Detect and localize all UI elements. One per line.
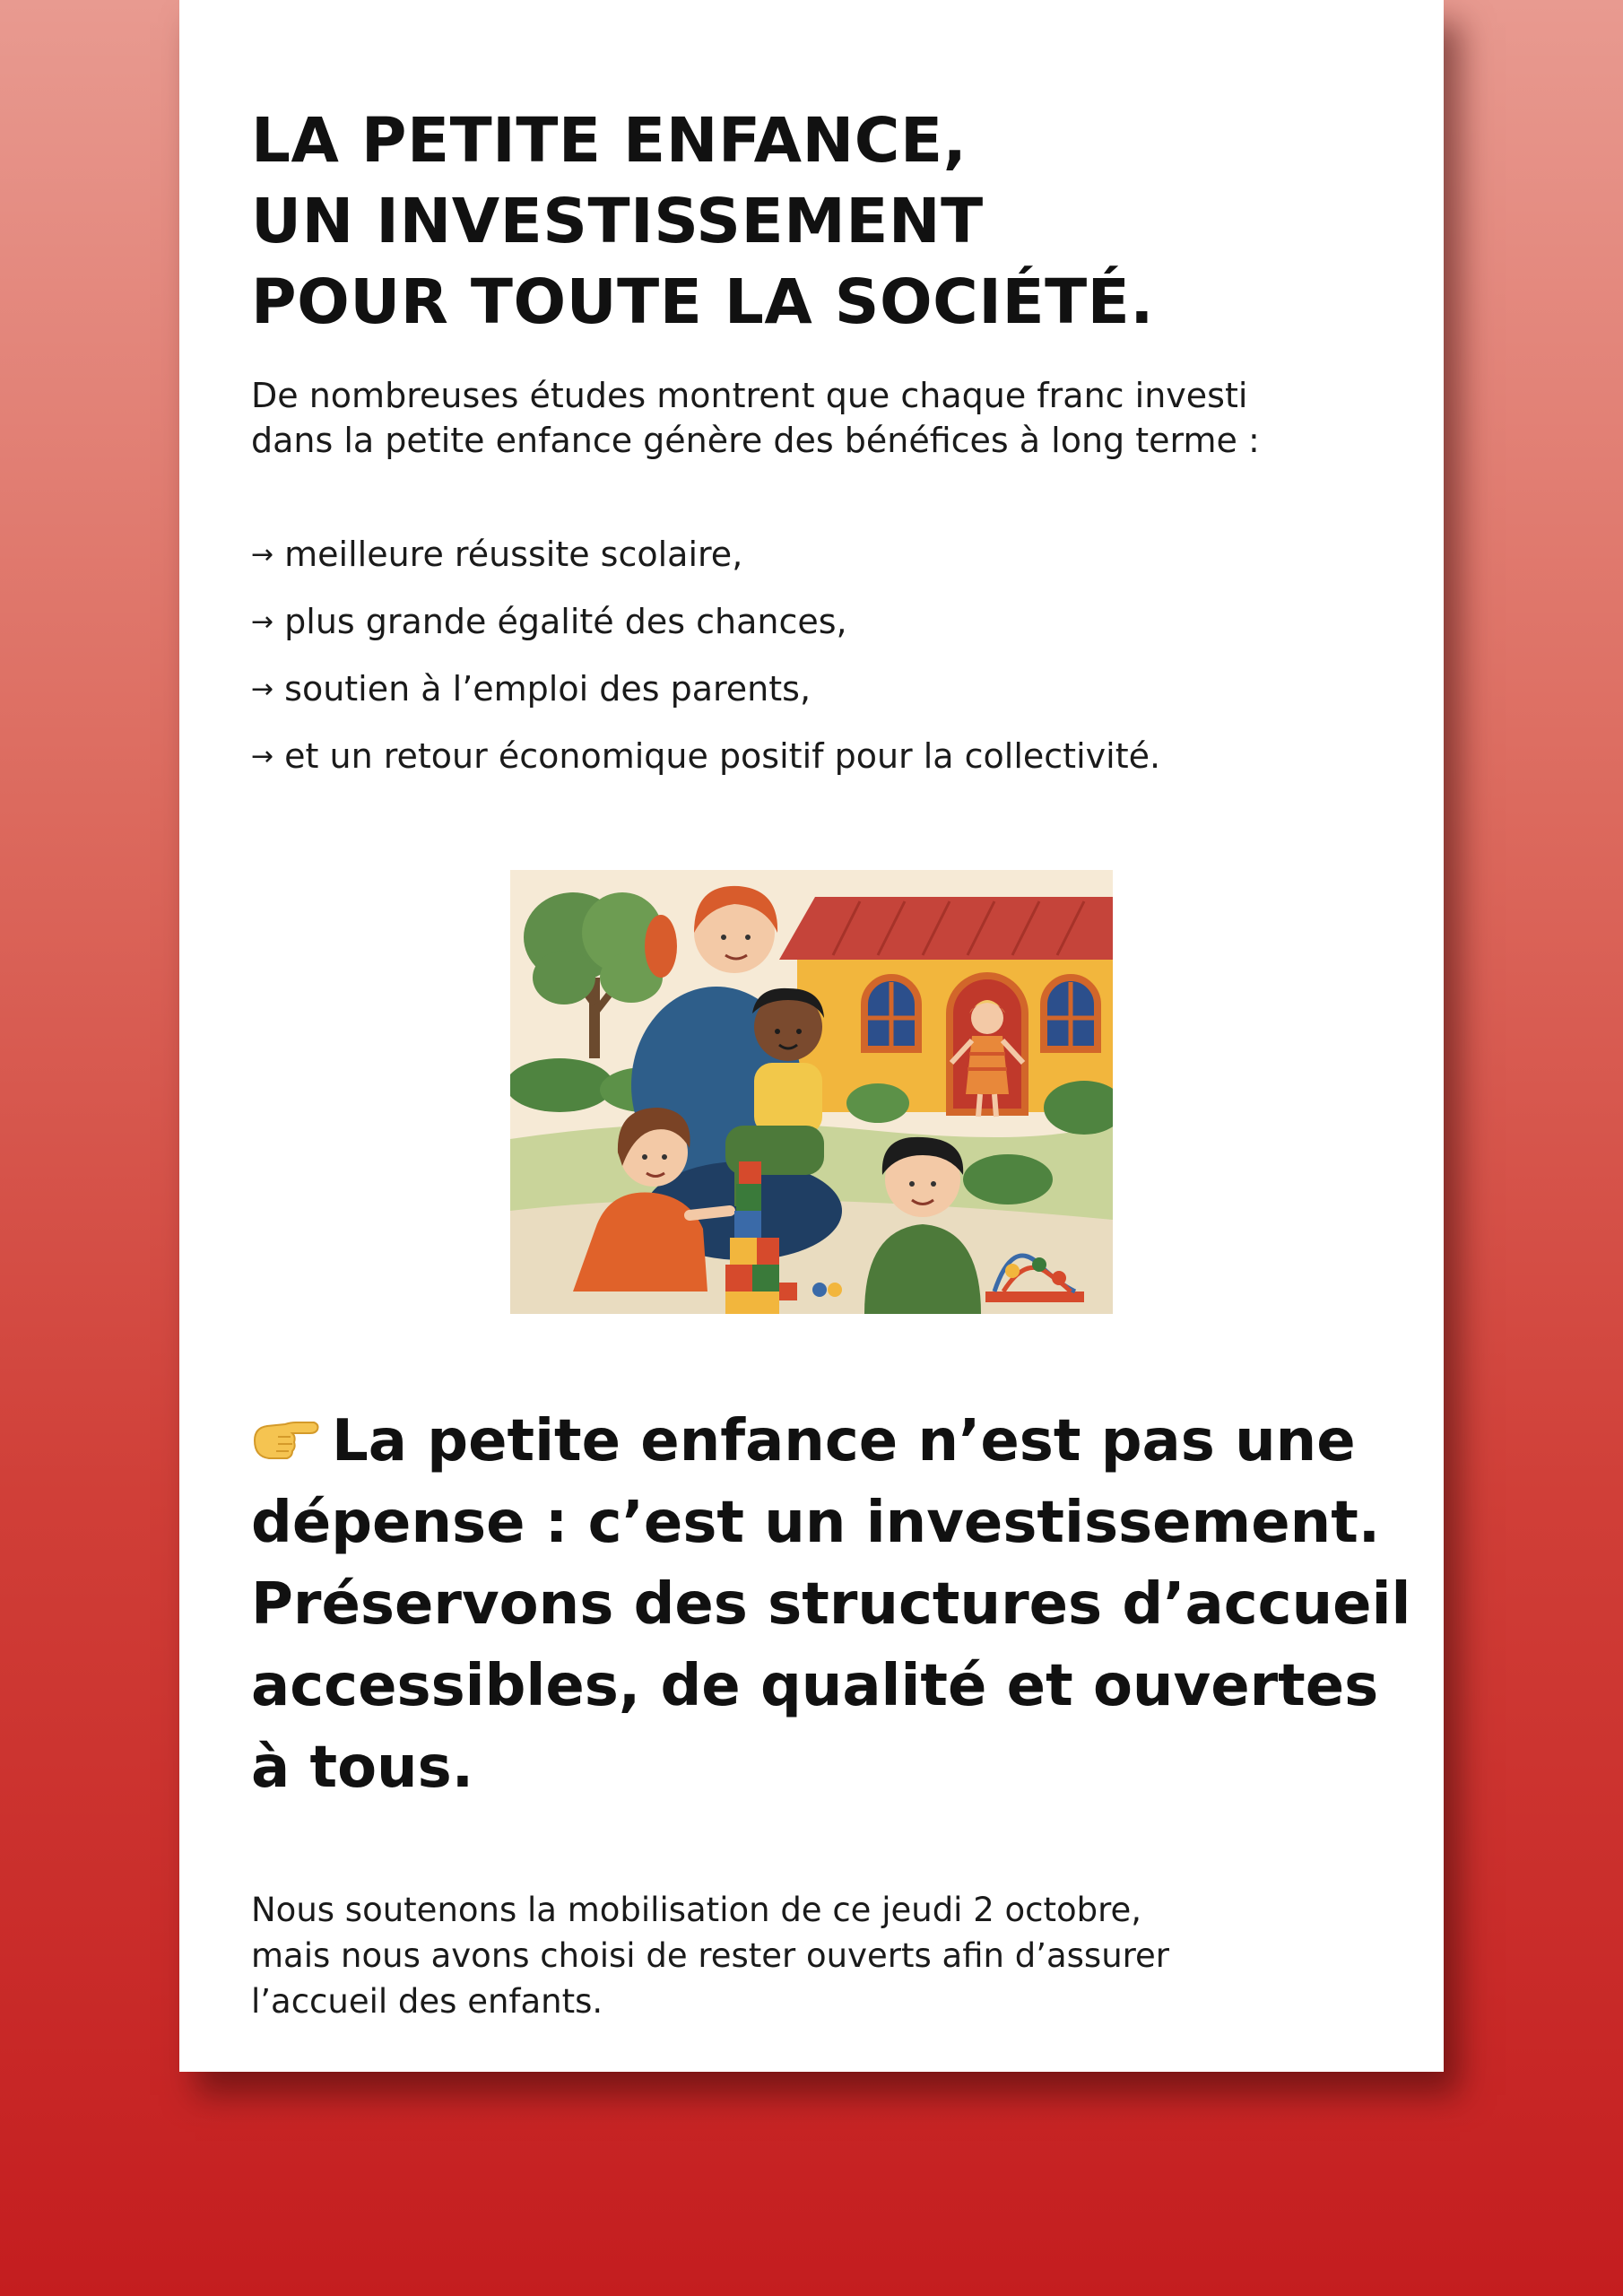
footer-note xyxy=(251,1887,1169,2024)
benefit-text: meilleure réussite scolaire, xyxy=(284,535,743,574)
callout-line-4: accessibles, de qualité et ouvertes xyxy=(251,1653,1379,1719)
title-line-2: UN INVESTISSEMENT xyxy=(251,186,984,257)
callout-line-5: à tous. xyxy=(251,1735,473,1801)
arrow-right-icon: → xyxy=(251,606,274,638)
footer-line-3: l’accueil des enfants. xyxy=(251,1982,603,2021)
intro-line-2: dans la petite enfance génère des bénéfices à long terme : xyxy=(251,421,1260,460)
title-line-1: LA PETITE ENFANCE, xyxy=(251,105,968,177)
arrow-right-icon: → xyxy=(251,741,274,772)
callout-text-1: La petite enfance n’est pas une xyxy=(332,1408,1356,1474)
arrow-right-icon: → xyxy=(251,674,274,705)
footer-line-1: Nous soutenons la mobilisation de ce jeudi 2 octobre, xyxy=(251,1891,1142,1929)
title-line-3: POUR TOUTE LA SOCIÉTÉ. xyxy=(251,266,1154,338)
benefits-list xyxy=(251,529,1160,798)
callout-line-1 xyxy=(251,1401,1408,1483)
intro-line-1: De nombreuses études montrent que chaque franc investi xyxy=(251,376,1248,415)
benefit-text: et un retour économique positif pour la collectivité. xyxy=(284,736,1161,776)
benefit-text: soutien à l’emploi des parents, xyxy=(284,669,812,709)
benefit-item xyxy=(251,529,1160,596)
benefit-item xyxy=(251,731,1160,798)
callout-line-2: dépense : c’est un investissement. xyxy=(251,1490,1381,1556)
benefit-item xyxy=(251,664,1160,731)
childcare-illustration xyxy=(510,870,1113,1314)
callout-line-3: Préservons des structures d’accueil xyxy=(251,1571,1411,1638)
callout-message xyxy=(251,1401,1411,1809)
poster-card xyxy=(179,0,1444,2072)
intro-paragraph xyxy=(251,373,1260,463)
pointing-hand-icon xyxy=(251,1413,319,1464)
benefit-item xyxy=(251,596,1160,664)
arrow-right-icon: → xyxy=(251,539,274,570)
benefit-text: plus grande égalité des chances, xyxy=(284,602,847,641)
poster-title xyxy=(251,100,1154,343)
footer-line-2: mais nous avons choisi de rester ouverts afin d’assurer xyxy=(251,1936,1170,1975)
